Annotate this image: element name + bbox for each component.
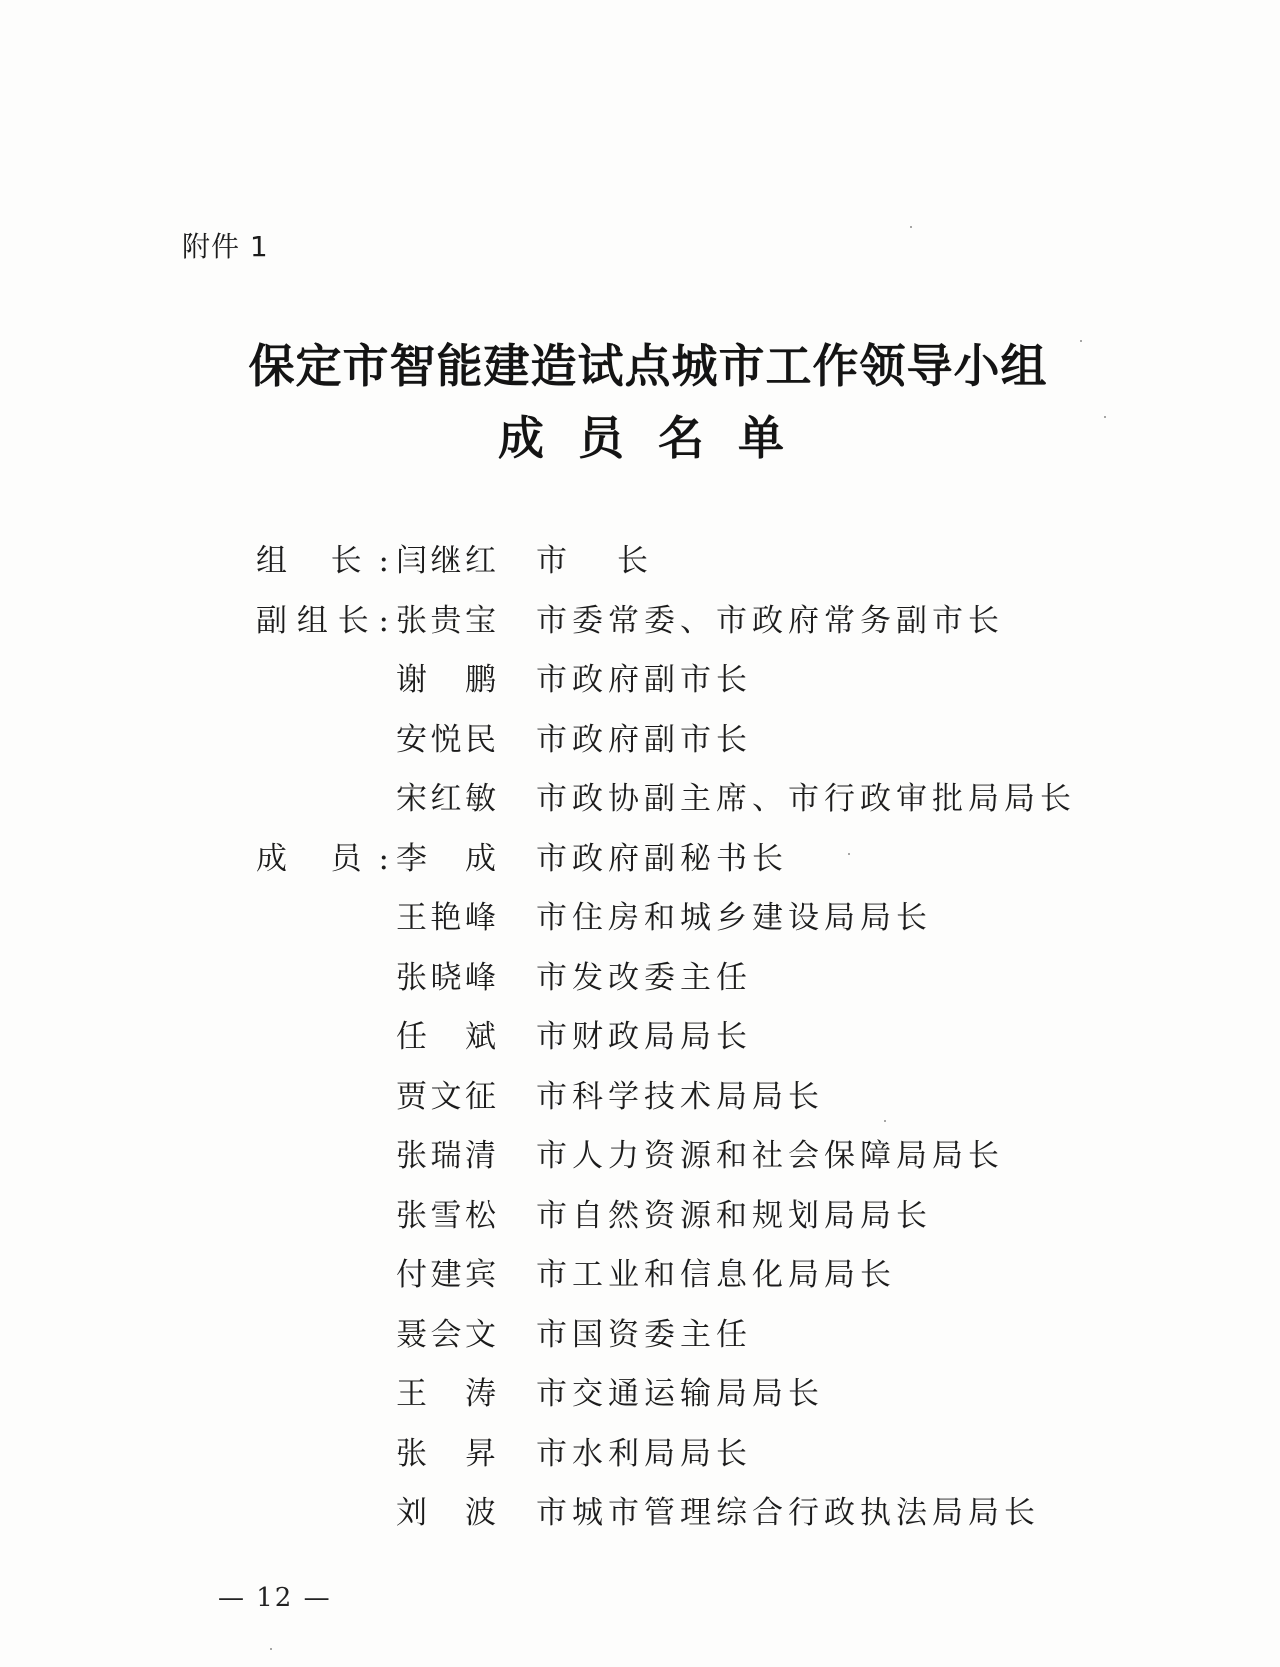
roster-position: 市政府副秘书长 [536,840,788,877]
roster-position: 市人力资源和社会保障局局长 [536,1138,1004,1174]
document-title: 保定市智能建造试点城市工作领导小组 [248,339,1048,393]
roster-row [256,1249,1156,1309]
roster-position: 市委常委、市政府常务副市长 [536,602,1004,639]
scan-speck [1080,340,1082,342]
roster-row [256,1428,1156,1488]
roster-position: 市发改委主任 [536,959,752,996]
roster-position: 市政府副市长 [536,662,752,698]
scan-speck [270,1648,272,1650]
roster-name: 王艳峰 [396,900,498,936]
roster-position: 市自然资源和规划局局长 [536,1197,932,1234]
roster-position: 市住房和城乡建设局局长 [536,900,932,936]
roster-name: 刘 波 [396,1495,498,1531]
scan-speck [1104,416,1106,418]
roster-position: 市财政局局长 [536,1019,752,1055]
roster-name: 王 涛 [396,1376,498,1412]
roster-role: 组 长: [256,543,391,579]
roster-name: 张瑞清 [396,1138,498,1174]
roster-role: 副组长: [256,602,391,639]
roster-name: 谢 鹏 [396,662,498,698]
roster-name: 宋红敏 [396,781,498,817]
roster-row [256,535,1156,595]
roster-position: 市长 [536,543,648,579]
roster-position: 市政协副主席、市行政审批局局长 [536,781,1076,817]
roster-position: 市科学技术局局长 [536,1078,824,1115]
roster-row [256,1368,1156,1428]
roster-role: 成 员: [256,840,391,877]
attachment-label: 附件 1 [182,230,269,263]
roster-position: 市水利局局长 [536,1435,752,1472]
roster-position: 市工业和信息化局局长 [536,1257,896,1293]
roster-row [256,654,1156,714]
roster-name: 张晓峰 [396,959,498,996]
roster-row [256,595,1156,655]
roster-name: 张贵宝 [396,602,498,639]
roster-row [256,892,1156,952]
roster-name: 闫继红 [396,543,498,579]
roster-row [256,1190,1156,1250]
scan-speck [848,853,850,855]
roster-row [256,833,1156,893]
roster-name: 聂会文 [396,1316,498,1353]
roster-name: 安悦民 [396,721,498,758]
roster-row [256,1130,1156,1190]
scan-speck [910,226,912,228]
roster-row [256,773,1156,833]
roster-position: 市国资委主任 [536,1316,752,1353]
page-number: — 12 — [218,1583,332,1613]
roster-position: 市政府副市长 [536,721,752,758]
roster-name: 李 成 [396,840,498,877]
roster-name: 张 昇 [396,1435,498,1472]
scan-speck [884,1120,886,1122]
roster-name: 张雪松 [396,1197,498,1234]
roster-name: 贾文征 [396,1078,498,1115]
roster-row [256,714,1156,774]
document-subtitle: 成员名单 [498,411,818,465]
roster-name: 任 斌 [396,1019,498,1055]
member-roster [256,535,1156,1547]
roster-name: 付建宾 [396,1257,498,1293]
roster-position: 市交通运输局局长 [536,1376,824,1412]
roster-row [256,1309,1156,1369]
roster-row [256,952,1156,1012]
roster-row [256,1487,1156,1547]
roster-row [256,1011,1156,1071]
roster-position: 市城市管理综合行政执法局局长 [536,1495,1040,1531]
roster-row [256,1071,1156,1131]
